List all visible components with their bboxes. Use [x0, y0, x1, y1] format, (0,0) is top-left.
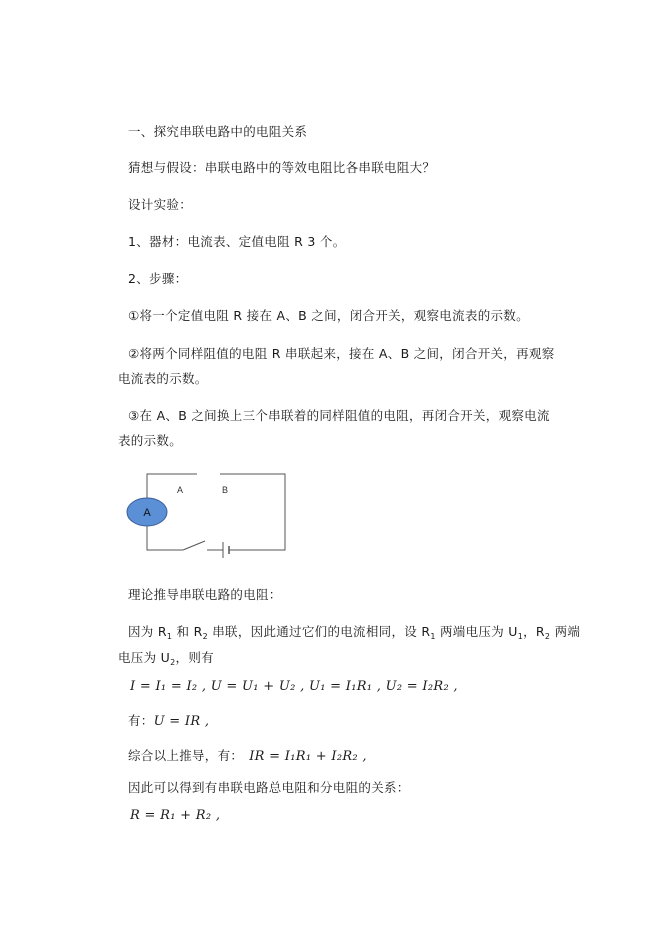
circuit-diagram: [125, 470, 290, 560]
equipment-text: 1、器材：电流表、定值电阻 R 3 个。: [128, 234, 346, 249]
circuit-wire: [147, 474, 285, 550]
combine-label: 综合以上推导，有：: [128, 748, 244, 763]
step-1: ①将一个定值电阻 R 接在 A、B 之间，闭合开关，观察电流表的示数。: [128, 308, 529, 323]
section-heading: 一、探究串联电路中的电阻关系: [128, 124, 308, 139]
hypothesis-text: 猜想与假设：串联电路中的等效电阻比各串联电阻大？: [128, 160, 436, 175]
conclusion-text: 因此可以得到有串联电路总电阻和分电阻的关系：: [128, 780, 410, 795]
point-a-label: A: [177, 485, 184, 495]
combine-line: [128, 748, 367, 765]
circuit-wire: [147, 525, 183, 550]
step-2-line-2: 电流表的示数。: [118, 371, 208, 386]
design-label: 设计实验：: [128, 197, 193, 212]
have-line: [128, 713, 209, 730]
derivation-line-1: 因为 $R_1$ 和 $R_2$ 串联，因此通过它们的电流相同，设 $R_1$ 两端电压为 $U_1$，$R_2$ 两端: [128, 624, 581, 641]
ammeter-label: A: [143, 507, 151, 519]
step-3-line-2: 表的示数。: [118, 433, 183, 448]
equation-2: U = IR ,: [153, 714, 210, 729]
step-3-line-1: ③在 A、B 之间换上三个串联着的同样阻值的电阻，再闭合开关，观察电流: [128, 408, 550, 423]
point-b-label: B: [222, 485, 229, 495]
switch-blade: [183, 541, 205, 550]
equation-1: I = I₁ = I₂ , U = U₁ + U₂ , U₁ = I₁R₁ , U₂ = I₂R₂ ,: [130, 679, 458, 694]
equation-3: IR = I₁R₁ + I₂R₂ ,: [249, 749, 367, 764]
steps-label: 2、步骤：: [128, 271, 188, 286]
step-2-line-1: ②将两个同样阻值的电阻 R 串联起来，接在 A、B 之间，闭合开关，再观察: [128, 346, 555, 361]
derivation-line-2: 电压为 $U_2$，则有: [118, 650, 214, 667]
theory-title: 理论推导串联电路的电阻：: [128, 587, 282, 602]
equation-4: R = R₁ + R₂ ,: [130, 808, 221, 823]
have-label: 有：: [128, 713, 154, 728]
